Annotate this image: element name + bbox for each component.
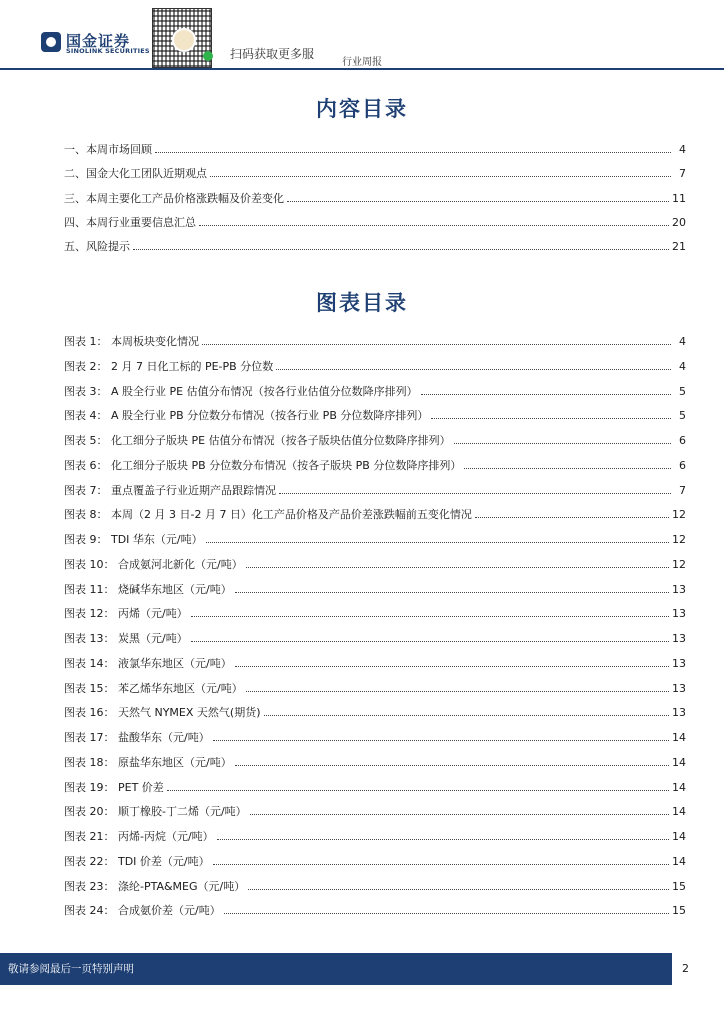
figure-entry-page: 7 [679,483,686,497]
dot-leader [276,360,671,370]
dot-leader [246,558,669,568]
figures-title: 图表目录 [316,290,408,315]
figure-entry[interactable] [64,754,686,770]
figure-entry-page: 13 [672,632,686,645]
qr-code-icon[interactable] [152,8,212,68]
toc-entry-page: 4 [679,143,686,156]
figure-entry-label: 图表 21： 丙烯-丙烷（元/吨） [64,830,214,843]
dot-leader [213,855,669,865]
dot-leader [279,484,671,494]
dot-leader [421,385,671,395]
dot-leader [213,731,669,741]
toc-entry-page: 11 [672,191,686,205]
dot-leader [235,583,669,593]
figure-entry-label: 图表 5： 化工细分子版块 PE 估值分布情况（按各子版块估值分位数降序排列） [64,434,451,447]
footer-disclaimer: 敬请参阅最后一页特别声明 [8,963,134,975]
figure-entry-page: 14 [672,731,686,744]
figure-entry[interactable] [64,803,686,819]
toc-entry-label: 五、风险提示 [64,240,130,254]
toc-entry-label: 四、本周行业重要信息汇总 [64,215,196,229]
figure-entry-label: 图表 1： 本周板块变化情况 [64,335,199,348]
toc-entry-page: 20 [672,215,686,229]
toc-entry[interactable] [64,165,686,181]
toc-entry-label: 一、本周市场回顾 [64,143,152,156]
figure-entry[interactable] [64,432,686,448]
figure-entry[interactable] [64,358,686,374]
dot-leader [248,880,669,890]
figure-entry-label: 图表 6： 化工细分子版块 PB 分位数分布情况（按各子版块 PB 分位数降序排列） [64,458,462,472]
figure-entry-page: 14 [672,805,686,819]
figure-entry-label: 图表 23： 涤纶-PTA&MEG（元/吨） [64,879,246,893]
figure-entry-page: 12 [672,508,686,522]
figure-entry[interactable] [64,630,686,646]
figure-entry-page: 15 [672,879,686,893]
figure-entry-label: 图表 24： 合成氨价差（元/吨） [64,904,221,918]
figure-entry-page: 12 [672,557,686,571]
figure-entry-page: 5 [679,409,686,423]
figure-entry-page: 14 [672,830,686,843]
dot-leader [431,409,671,419]
figure-entry-label: 图表 2： 2 月 7 日化工标的 PE-PB 分位数 [64,359,274,373]
wechat-badge-icon [203,51,213,61]
dot-leader [167,781,669,791]
figure-entry[interactable] [64,506,686,522]
scan-prompt: 扫码获取更多服 [230,47,315,61]
toc-entry[interactable] [64,238,686,254]
figure-entry[interactable] [64,878,686,894]
figure-entry-page: 12 [672,533,686,546]
toc-entry[interactable] [64,214,686,230]
figure-entry-label: 图表 20： 顺丁橡胶-丁二烯（元/吨） [64,805,247,819]
figure-entry-label: 图表 7： 重点覆盖子行业近期产品跟踪情况 [64,483,276,497]
figure-entry[interactable] [64,680,686,696]
figure-entry-label: 图表 10： 合成氨河北新化（元/吨） [64,557,243,571]
figure-entry-label: 图表 12： 丙烯（元/吨） [64,607,188,621]
dot-leader [287,192,669,202]
figure-entry-page: 14 [672,755,686,769]
figure-entry-label: 图表 15： 苯乙烯华东地区（元/吨） [64,681,243,695]
figure-entry-page: 6 [679,458,686,472]
figure-entry-page: 14 [672,854,686,868]
logo-chinese-name: 国金证券 [66,32,131,50]
dot-leader [191,632,669,642]
dot-leader [246,682,669,692]
page-number: 2 [682,962,689,975]
figure-entry-page: 13 [672,656,686,670]
dot-leader [235,756,669,766]
figure-entry[interactable] [64,383,686,399]
figure-entry-label: 图表 16： 天然气 NYMEX 天然气(期货) [64,706,261,720]
contents-title: 内容目录 [316,96,408,121]
dot-leader [224,904,669,914]
figure-entry-page: 15 [672,904,686,918]
dot-leader [264,706,670,716]
dot-leader [199,216,669,226]
dot-leader [454,434,671,444]
figure-entry-page: 13 [672,706,686,720]
toc-entry-page: 21 [672,240,686,254]
figure-entry[interactable] [64,729,686,745]
figure-entry[interactable] [64,581,686,597]
figure-entry-label: 图表 9： TDI 华东（元/吨） [64,533,203,546]
figure-entry-label: 图表 18： 原盐华东地区（元/吨） [64,755,232,769]
dot-leader [191,607,669,617]
figure-entry[interactable] [64,531,686,547]
figure-entry[interactable] [64,828,686,844]
report-type-label: 行业周报 [342,57,382,68]
qr-center-logo-icon [172,28,196,52]
figure-entry[interactable] [64,482,686,498]
figure-entry[interactable] [64,902,686,918]
dot-leader [202,335,671,345]
toc-entry[interactable] [64,141,686,157]
dot-leader [210,167,671,177]
figure-entry-label: 图表 14： 液氯华东地区（元/吨） [64,656,232,670]
dot-leader [475,508,669,518]
dot-leader [133,240,669,250]
figure-entry-page: 6 [679,434,686,447]
dot-leader [217,830,669,840]
page-header [0,0,724,72]
figure-entry[interactable] [64,556,686,572]
figure-entry-label: 图表 22： TDI 价差（元/吨） [64,854,210,868]
figure-entry[interactable] [64,655,686,671]
figure-entry[interactable] [64,407,686,423]
figure-entry[interactable] [64,853,686,869]
toc-entry-label: 三、本周主要化工产品价格涨跌幅及价差变化 [64,191,284,205]
dot-leader [235,657,669,667]
dot-leader [155,143,671,153]
dot-leader [250,805,669,815]
figure-entry[interactable] [64,333,686,349]
figure-entry-page: 14 [672,780,686,794]
figure-entry-page: 13 [672,582,686,596]
figure-entry-label: 图表 17： 盐酸华东（元/吨） [64,731,210,744]
figure-entry-page: 4 [679,335,686,348]
toc-entry[interactable] [64,190,686,206]
dot-leader [206,533,669,543]
header-divider [0,68,724,70]
figure-entry-page: 13 [672,681,686,695]
figure-entry[interactable] [64,605,686,621]
figure-entry-page: 13 [672,607,686,621]
figure-entry-label: 图表 8： 本周（2 月 3 日-2 月 7 日）化工产品价格及产品价差涨跌幅前五变化情况 [64,508,472,522]
figure-entry[interactable] [64,457,686,473]
figure-entry[interactable] [64,704,686,720]
figure-entry-label: 图表 11： 烧碱华东地区（元/吨） [64,582,232,596]
toc-entry-label: 二、国金大化工团队近期观点 [64,167,207,181]
figure-entry-label: 图表 3： A 股全行业 PE 估值分布情况（按各行业估值分位数降序排列） [64,384,418,398]
figure-entry-page: 4 [679,359,686,373]
figure-entry[interactable] [64,779,686,795]
sinolink-logo-icon [41,32,61,52]
footer-band [0,953,672,985]
figure-entry-page: 5 [679,384,686,398]
figure-entry-label: 图表 4： A 股全行业 PB 分位数分布情况（按各行业 PB 分位数降序排列） [64,409,429,423]
dot-leader [464,459,671,469]
figure-entry-label: 图表 13： 炭黑（元/吨） [64,632,188,645]
toc-entry-page: 7 [679,167,686,181]
figure-entry-label: 图表 19： PET 价差 [64,780,164,794]
logo-english-name: SINOLINK SECURITIES [66,47,150,55]
